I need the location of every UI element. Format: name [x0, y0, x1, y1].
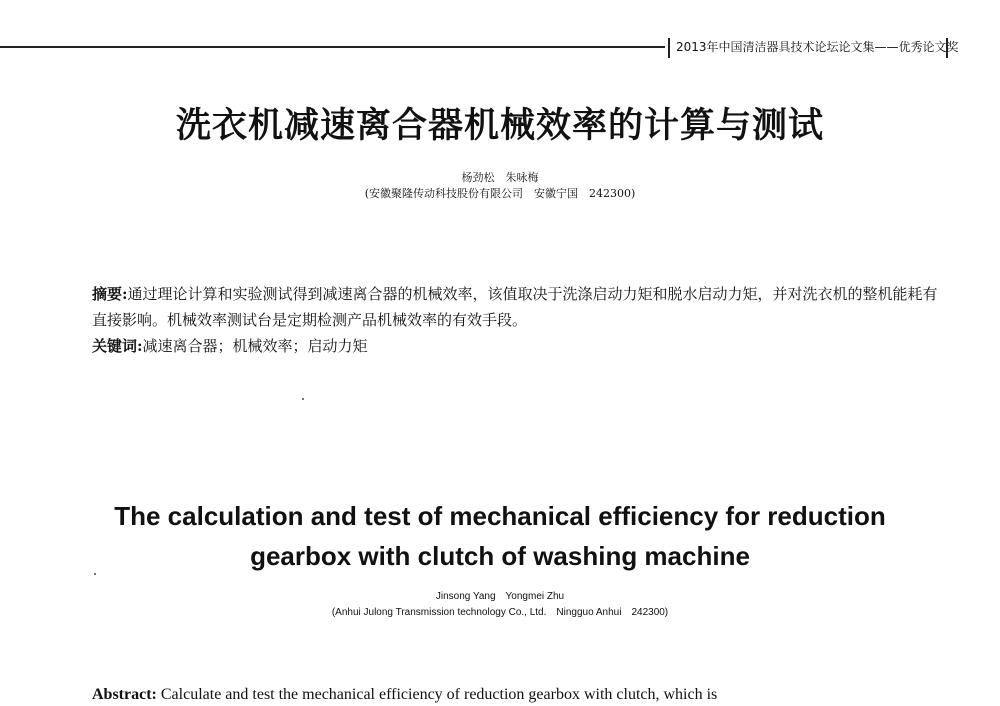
- header-left-tick: [668, 38, 670, 58]
- scan-speck: [302, 398, 304, 400]
- english-abstract-label: Abstract:: [92, 686, 157, 703]
- chinese-affiliation: (安徽聚隆传动科技股份有限公司 安徽宁国 242300): [364, 187, 636, 200]
- chinese-keywords-label: 关键词:: [92, 337, 143, 355]
- english-authors: Jinsong Yang Yongmei Zhu: [435, 591, 565, 602]
- chinese-title: 洗衣机减速离合器机械效率的计算与测试: [175, 105, 824, 146]
- chinese-authors: 杨劲松 朱咏梅: [461, 171, 539, 184]
- chinese-keywords: [92, 333, 952, 359]
- english-title-line-1: The calculation and test of mechanical efficiency for reduction: [114, 501, 886, 531]
- english-title: [0, 496, 1000, 576]
- chinese-abstract-label: 摘要:: [92, 285, 128, 303]
- header-right-tick: [946, 38, 948, 58]
- scan-speck: [94, 573, 96, 575]
- header-rule: [0, 46, 665, 48]
- chinese-abstract-paragraph: [92, 281, 952, 333]
- chinese-abstract-text: 通过理论计算和实验测试得到减速离合器的机械效率，该值取决于洗涤启动力矩和脱水启动力矩，并对洗衣机的整机能耗有直接影响。机械效率测试台是定期检测产品机械效率的有效手段。: [92, 285, 938, 329]
- english-abstract-text: Calculate and test the mechanical efficiency of reduction gearbox with clutch, which is: [156, 686, 718, 703]
- english-title-line-2: gearbox with clutch of washing machine: [250, 541, 750, 571]
- running-title: 2013年中国清洁器具技术论坛论文集——优秀论文奖: [676, 40, 959, 54]
- english-affiliation: (Anhui Julong Transmission technology Co., Ltd. Ningguo Anhui 242300): [331, 607, 669, 618]
- chinese-keywords-text: 减速离合器；机械效率；启动力矩: [142, 337, 368, 355]
- chinese-abstract: [92, 281, 952, 359]
